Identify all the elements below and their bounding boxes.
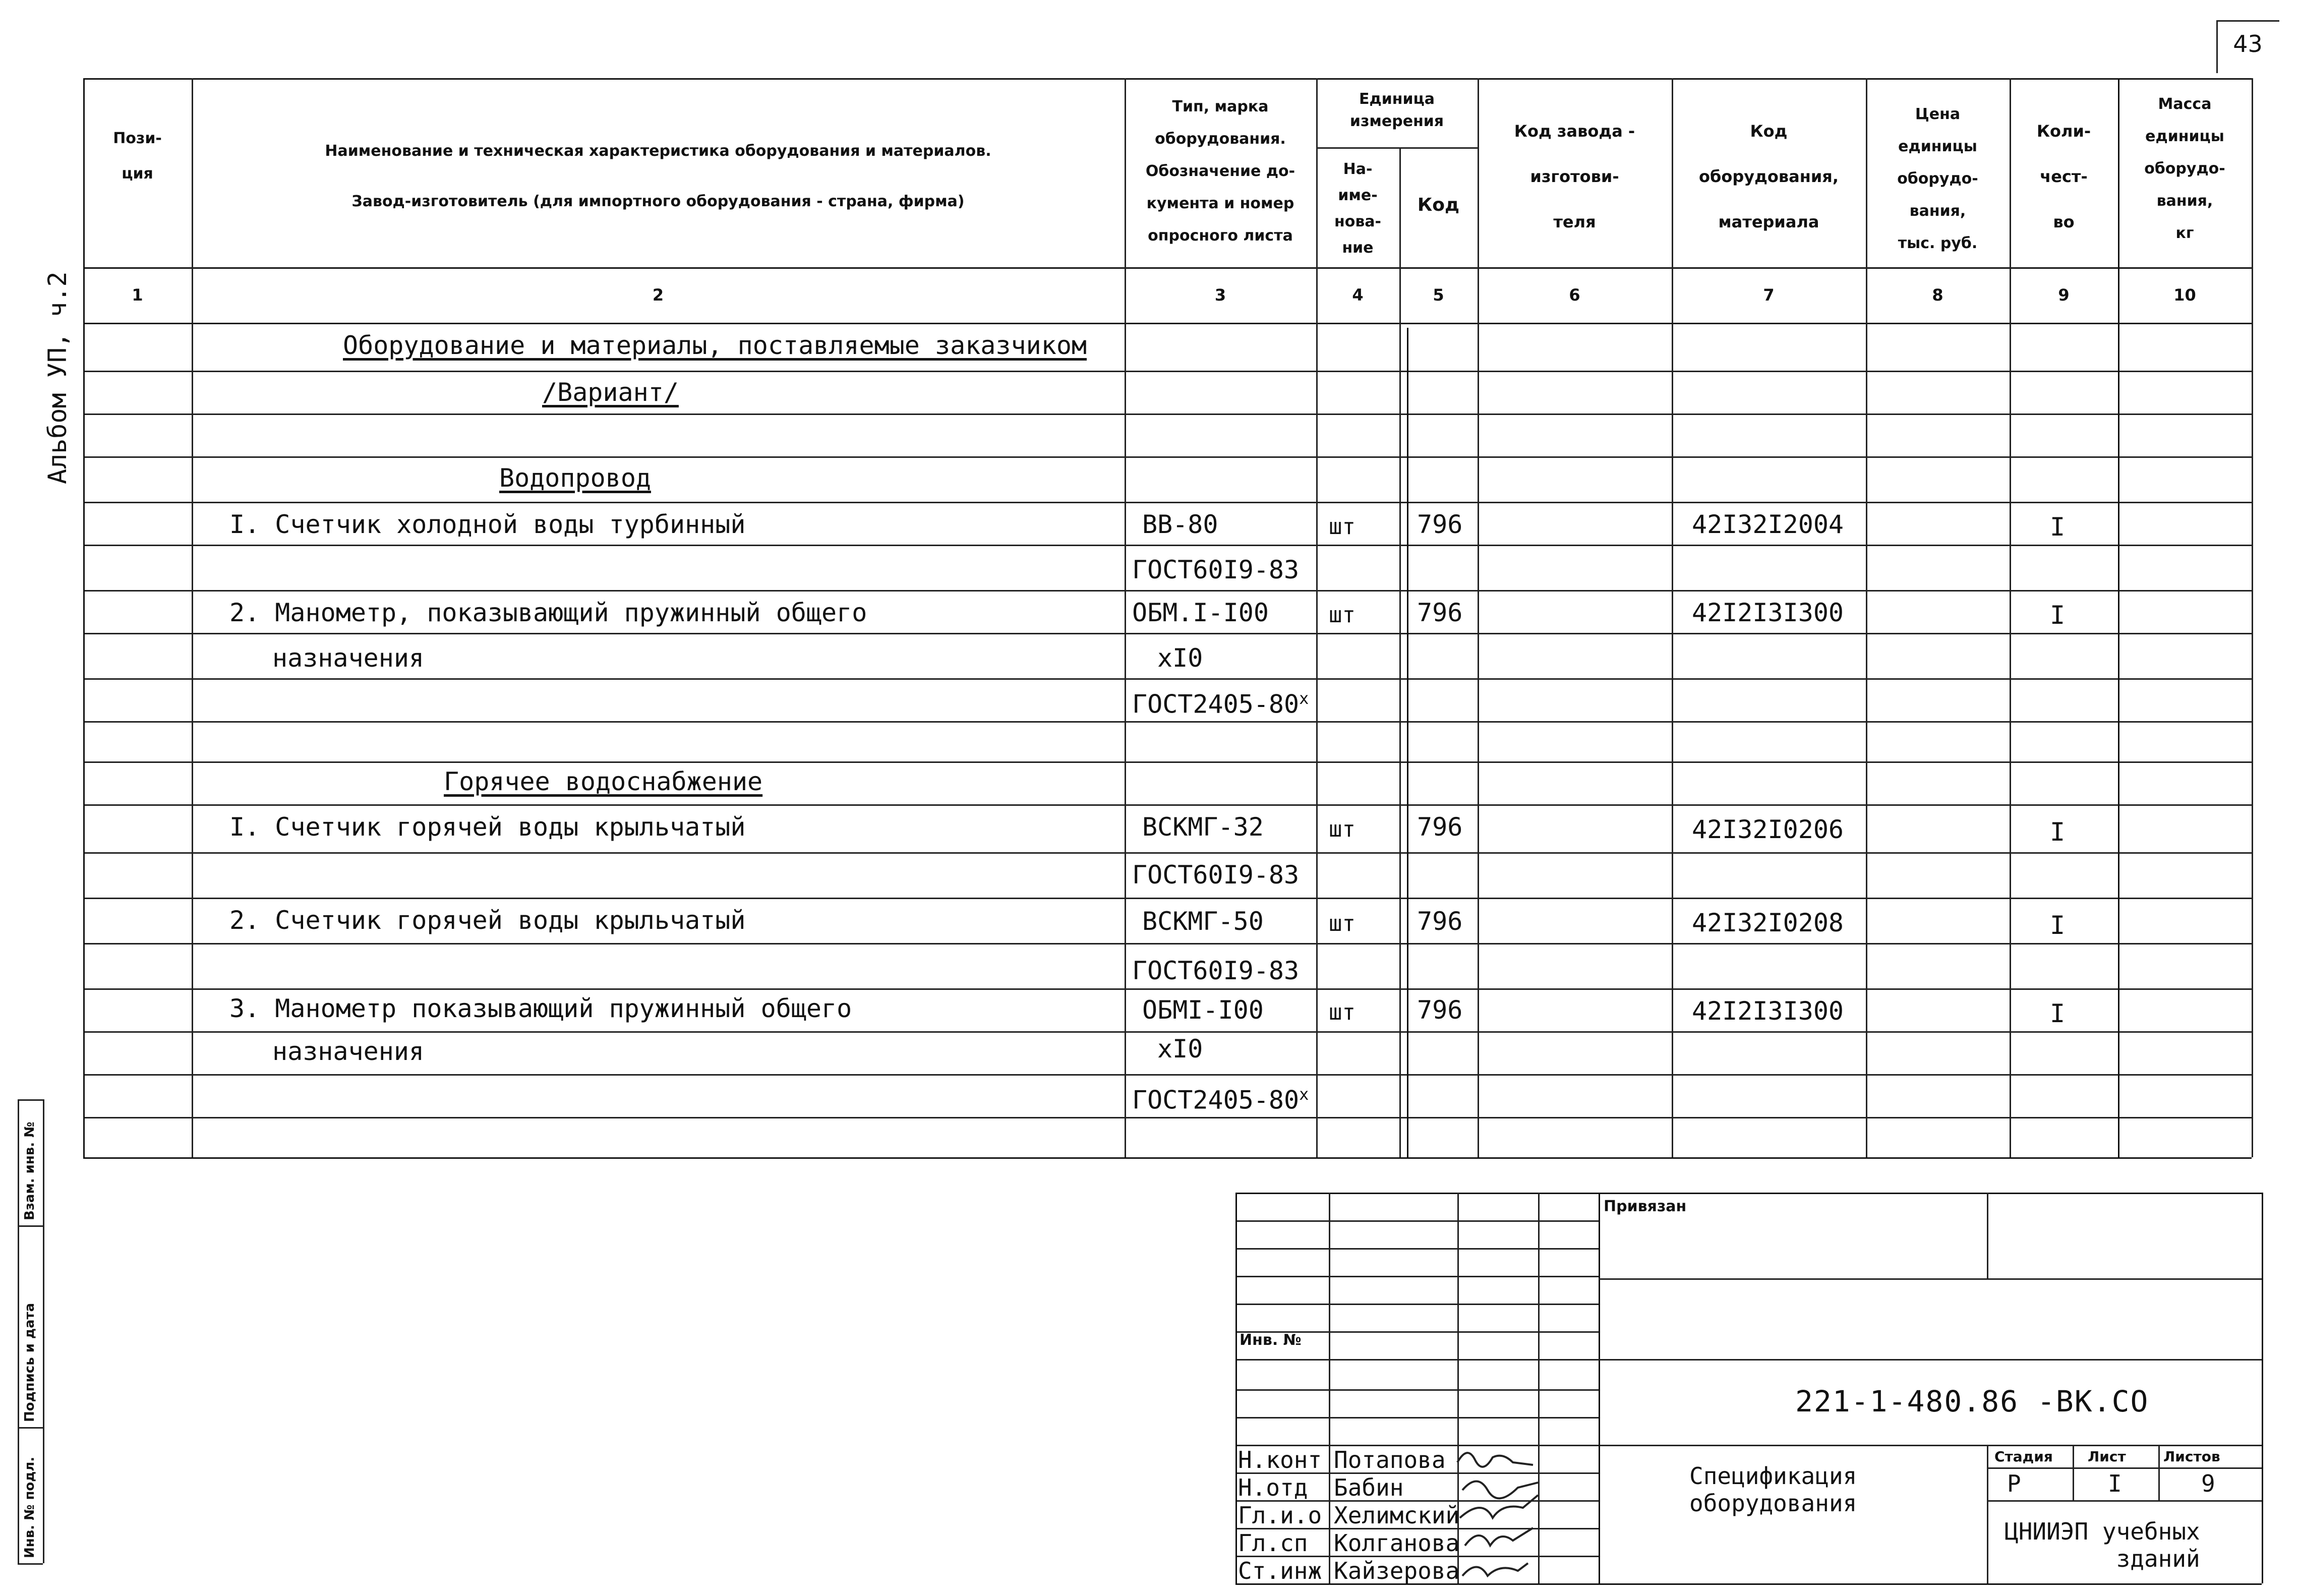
- header-text: оборудования,: [1699, 167, 1839, 186]
- col-line: [83, 78, 85, 1157]
- item-name: назначения: [272, 1037, 425, 1066]
- header-text: ние: [1342, 239, 1374, 257]
- item-type: ГОСТ60I9-83: [1132, 555, 1300, 584]
- item-unit: шт: [1329, 514, 1355, 540]
- item-type: ВСКМГ-32: [1142, 812, 1264, 842]
- item-qty: I: [2050, 911, 2066, 940]
- header-text: Масса: [2158, 95, 2212, 113]
- item-name: 2. Счетчик горячей воды крыльчатый: [229, 906, 746, 935]
- signer-name: Колганова: [1334, 1529, 1460, 1557]
- row-line: [83, 852, 2252, 854]
- row-line: [83, 633, 2252, 634]
- signer-role: Н.отд: [1238, 1474, 1308, 1501]
- header-unit: [1316, 88, 1478, 133]
- header-unit-name: [1316, 156, 1399, 261]
- organization-line: зданий: [2116, 1545, 2200, 1572]
- item-type: ОБМI-I00: [1142, 995, 1264, 1025]
- stamp-col: [1987, 1445, 1988, 1583]
- stamp-top: [1235, 1193, 2262, 1194]
- stamp-line: [1235, 1304, 1599, 1305]
- left-stamp-line: [18, 1225, 43, 1227]
- header-name: [192, 126, 1125, 227]
- item-equip-code: 42I2I3I300: [1692, 598, 1844, 627]
- item-unit: шт: [1329, 911, 1355, 936]
- signer-role: Н.конт: [1238, 1446, 1322, 1473]
- item-unit-code: 796: [1417, 995, 1463, 1025]
- col-num-3: 3: [1214, 285, 1226, 305]
- item-equip-code: 42I32I2004: [1692, 510, 1844, 539]
- colnum-bottom: [83, 323, 2252, 324]
- row-line: [83, 761, 2252, 763]
- sheet-value: I: [2108, 1470, 2122, 1497]
- item-type: ОБМ.I-I00: [1132, 598, 1269, 627]
- header-text: нова-: [1334, 213, 1382, 230]
- header-text: теля: [1553, 212, 1596, 231]
- document-title-line: оборудования: [1689, 1490, 1857, 1517]
- item-type: [1132, 1079, 1309, 1115]
- item-qty: I: [2050, 999, 2066, 1028]
- stamp-col: [1235, 1193, 1237, 1583]
- subsection-hot-water: Горячее водоснабжение: [444, 767, 763, 796]
- left-stamp-frame: [18, 1099, 19, 1563]
- signer-name: Кайзерова: [1334, 1557, 1460, 1584]
- section-variant: /Вариант/: [542, 378, 679, 407]
- header-text: Пози-: [113, 130, 162, 147]
- col-num-10: 10: [2173, 285, 2196, 305]
- item-equip-code: 42I32I0208: [1692, 908, 1844, 937]
- header-text: име-: [1338, 187, 1378, 204]
- album-label: Альбом УП, ч.2: [43, 271, 72, 484]
- row-line: [83, 590, 2252, 592]
- header-text: во: [2053, 212, 2075, 231]
- left-stamp-line: [18, 1427, 43, 1429]
- header-text: вания,: [2156, 192, 2213, 210]
- col-num-5: 5: [1433, 285, 1444, 305]
- unit-sub-line: [1316, 147, 1478, 149]
- header-text: На-: [1343, 160, 1373, 178]
- left-stamp-frame: [43, 1099, 44, 1563]
- header-text: единицы: [1898, 138, 1977, 155]
- row-line: [83, 456, 2252, 458]
- signer-name: Хелимский: [1334, 1502, 1460, 1529]
- item-unit: шт: [1329, 602, 1355, 628]
- col-num-8: 8: [1932, 285, 1943, 305]
- header-text: кумента и номер: [1146, 195, 1294, 212]
- header-text: Код: [1750, 122, 1788, 141]
- col-num-7: 7: [1763, 285, 1775, 305]
- item-name: I. Счетчик горячей воды крыльчатый: [229, 812, 746, 842]
- row-line: [83, 943, 2252, 944]
- organization-line: ЦНИИЭП учебных: [2005, 1518, 2200, 1545]
- col-line: [192, 78, 193, 1157]
- header-text: изготови-: [1530, 167, 1619, 186]
- col-line: [2252, 78, 2253, 1157]
- item-unit-code: 796: [1417, 812, 1463, 842]
- stamp-line: [1599, 1278, 2262, 1280]
- header-text: оборудования.: [1155, 130, 1286, 148]
- item-name: 3. Манометр показывающий пружинный общего: [229, 994, 852, 1023]
- signer-role: Гл.и.о: [1238, 1502, 1322, 1529]
- item-type-sup: х: [1299, 689, 1309, 708]
- row-line: [83, 502, 2252, 503]
- row-line: [83, 413, 2252, 415]
- header-text: ция: [122, 165, 153, 183]
- header-text: измерения: [1349, 112, 1444, 130]
- item-type: xI0: [1157, 643, 1203, 673]
- col-num-2: 2: [652, 285, 664, 305]
- header-text: кг: [2175, 224, 2194, 242]
- row-line: [83, 898, 2252, 899]
- document-title: [1689, 1462, 1857, 1517]
- row-line: [83, 721, 2252, 723]
- col-num-1: 1: [132, 285, 143, 305]
- header-text: Цена: [1915, 105, 1961, 123]
- stamp-line: [1235, 1359, 1599, 1361]
- stamp-line: [1987, 1500, 2262, 1502]
- stamp-col: [2073, 1445, 2074, 1500]
- item-unit-code: 796: [1417, 598, 1463, 627]
- item-type: ГОСТ60I9-83: [1132, 860, 1300, 890]
- item-type: ВВ-80: [1142, 510, 1218, 539]
- table-bottom-border: [83, 1157, 2252, 1159]
- item-type: xI0: [1157, 1034, 1203, 1063]
- signer-role: Гл.сп: [1238, 1529, 1308, 1557]
- stamp-line: [1235, 1389, 1599, 1391]
- header-text: Наименование и техническая характеристика оборудования и материалов.: [325, 142, 991, 160]
- item-equip-code: 42I32I0206: [1692, 815, 1844, 844]
- item-name: I. Счетчик холодной воды турбинный: [229, 510, 746, 539]
- stamp-col: [1329, 1193, 1330, 1583]
- col-num-9: 9: [2058, 285, 2070, 305]
- header-text: Обозначение до-: [1145, 162, 1295, 180]
- row-line: [83, 371, 2252, 372]
- item-qty: I: [2050, 817, 2066, 847]
- sheet-label: Лист: [2088, 1448, 2126, 1465]
- signer-name: Потапова: [1334, 1446, 1446, 1473]
- stage-label: Стадия: [1994, 1448, 2053, 1465]
- signer-role: Ст.инж: [1238, 1557, 1322, 1584]
- left-stamp-inv: Инв. № подл.: [22, 1456, 37, 1558]
- page-number-frame-top: [2216, 20, 2279, 22]
- row-line: [83, 1074, 2252, 1076]
- item-type-text: ГОСТ2405-80: [1132, 689, 1300, 719]
- item-unit: шт: [1329, 999, 1355, 1025]
- item-name: 2. Манометр, показывающий пружинный общего: [229, 598, 867, 627]
- document-code: 221-1-480.86 -ВК.СО: [1795, 1384, 2149, 1418]
- item-unit-code: 796: [1417, 510, 1463, 539]
- header-factory: [1478, 108, 1672, 245]
- item-unit-code: 796: [1417, 907, 1463, 936]
- header-text: Код завода -: [1514, 122, 1635, 141]
- item-type: ВСКМГ-50: [1142, 907, 1264, 936]
- header-unit-code: Код: [1417, 195, 1460, 215]
- sheets-label: Листов: [2163, 1448, 2220, 1465]
- col-line-bold: [1407, 328, 1408, 1157]
- header-text: Тип, марка: [1172, 98, 1269, 115]
- item-qty: I: [2050, 512, 2066, 542]
- stage-value: Р: [2007, 1470, 2021, 1497]
- stamp-line: [1599, 1359, 2262, 1361]
- header-price: [1866, 98, 2010, 260]
- item-equip-code: 42I2I3I300: [1692, 996, 1844, 1026]
- table-top-border: [83, 78, 2252, 80]
- stamp-line: [1235, 1248, 1599, 1250]
- header-qty: [2010, 108, 2118, 245]
- header-text: Единица: [1359, 90, 1435, 108]
- row-line: [83, 988, 2252, 990]
- organization: [2005, 1518, 2200, 1572]
- header-equip-code: [1672, 108, 1866, 245]
- document-title-line: Спецификация: [1689, 1462, 1857, 1490]
- left-stamp-line: [18, 1563, 43, 1565]
- left-stamp-zam: Взам. инв. №: [22, 1121, 37, 1220]
- stamp-inv-no: Инв. №: [1240, 1331, 1302, 1349]
- section-title: Оборудование и материалы, поставляемые заказчиком: [343, 331, 1087, 360]
- row-line: [83, 678, 2252, 680]
- row-line: [83, 1117, 2252, 1118]
- header-text: оборудо-: [2144, 160, 2225, 178]
- row-line: [83, 545, 2252, 546]
- row-line: [83, 1031, 2252, 1033]
- left-stamp-line: [18, 1099, 43, 1101]
- stamp-privyazan: Привязан: [1604, 1198, 1687, 1215]
- handwritten-signatures: [1452, 1442, 1553, 1586]
- header-text: единицы: [2145, 128, 2224, 145]
- stamp-col: [1599, 1193, 1600, 1583]
- stamp-col: [2158, 1445, 2160, 1500]
- col-num-6: 6: [1569, 285, 1580, 305]
- left-stamp-podpis: Подпись и дата: [22, 1303, 37, 1422]
- item-type-sup: х: [1299, 1085, 1309, 1104]
- item-name: назначения: [272, 643, 425, 673]
- item-qty: I: [2050, 601, 2066, 630]
- header-text: материала: [1718, 212, 1819, 231]
- stamp-line: [1235, 1417, 1599, 1418]
- page-number: 43: [2233, 30, 2263, 57]
- header-type: [1125, 91, 1316, 252]
- header-text: тыс. руб.: [1898, 234, 1978, 252]
- stamp-line: [1235, 1276, 1599, 1277]
- header-text: чест-: [2040, 167, 2088, 186]
- stamp-line: [1987, 1467, 2262, 1469]
- header-text: вания,: [1909, 202, 1966, 220]
- header-text: Коли-: [2036, 122, 2091, 141]
- subsection-water: Водопровод: [499, 463, 652, 493]
- sheets-value: 9: [2201, 1470, 2215, 1497]
- item-unit: шт: [1329, 816, 1355, 842]
- item-type: ГОСТ60I9-83: [1132, 956, 1300, 985]
- stamp-line: [1235, 1220, 1599, 1222]
- header-text: Завод-изготовитель (для импортного оборудования - страна, фирма): [351, 193, 965, 210]
- row-line: [83, 804, 2252, 806]
- item-type-text: ГОСТ2405-80: [1132, 1085, 1300, 1115]
- header-position: [83, 121, 192, 192]
- col-num-4: 4: [1352, 285, 1364, 305]
- stamp-col: [2262, 1193, 2263, 1583]
- signer-name: Бабин: [1334, 1474, 1404, 1501]
- header-text: оборудо-: [1897, 170, 1978, 188]
- stamp-col: [1987, 1193, 1988, 1278]
- header-text: опросного листа: [1148, 227, 1293, 245]
- header-mass: [2118, 88, 2252, 250]
- item-type: [1132, 683, 1309, 720]
